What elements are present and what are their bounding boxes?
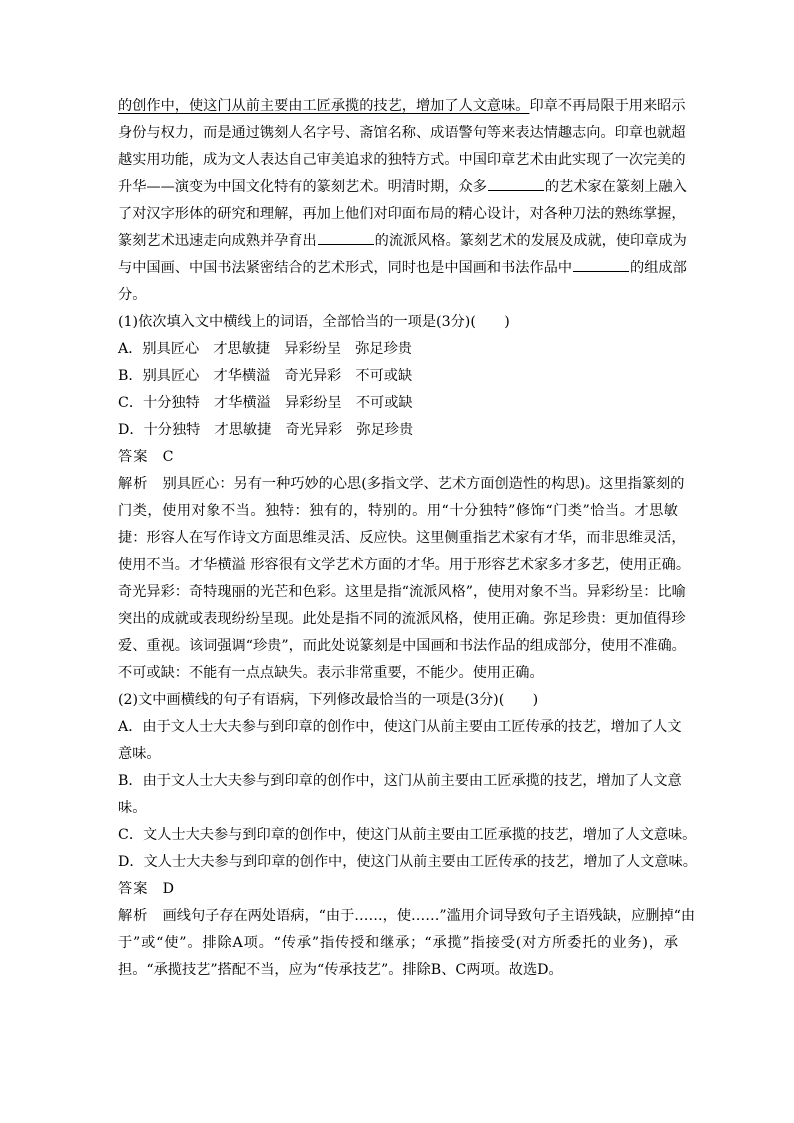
question-1-option-a: A．别具匠心 才思敏捷 异彩纷呈 弥足珍贵: [118, 341, 412, 357]
fill-blank-3: [573, 255, 629, 272]
question-2-option-b-cont: 味。: [118, 800, 147, 816]
question-2-analysis-line: 担。“承揽技艺”搭配不当，应为“传承技艺”。排除B、C两项。故选D。: [118, 962, 563, 978]
question-1-option-c: C．十分独特 才华横溢 异彩纷呈 不可或缺: [118, 395, 413, 411]
passage-line: 与中国画、中国书法紧密结合的艺术形式，同时也是中国画和书法作品中 的组成部: [118, 255, 678, 282]
question-1-stem: (1)依次填入文中横线上的词语，全部恰当的一项是(3分)( ): [118, 314, 510, 330]
question-2-option-b: B．由于文人士大夫参与到印章的创作中，这门从前主要由工匠承揽的技艺，增加了人文意: [118, 773, 682, 789]
question-2-option-c: C．文人士大夫参与到印章的创作中，使这门从前主要由工匠承揽的技艺，增加了人文意味。: [118, 827, 697, 843]
fill-blank-1: [488, 174, 544, 191]
passage-line: 身份与权力，而是通过镌刻人名字号、斋馆名称、成语警句等来表达情趣志向。印章也就超: [118, 125, 686, 141]
question-1-analysis-line: 捷：形容人在写作诗文方面思维灵活、反应快。这里侧重指艺术家有才华，而非思维灵活，: [118, 530, 686, 546]
passage-line: 越实用功能，成为文人表达自己审美追求的独特方式。中国印章艺术由此实现了一次完美的: [118, 152, 686, 168]
question-1-option-b: B．别具匠心 才华横溢 奇光异彩 不可或缺: [118, 368, 413, 384]
question-1-analysis-line: 使用不当。才华横溢 形容很有文学艺术方面的才华。用于形容艺术家多才多艺，使用正确。: [118, 557, 691, 573]
fill-blank-2: [318, 228, 374, 245]
passage-line: 了对汉字形体的研究和理解，再加上他们对印面布局的精心设计，对各种刀法的熟练掌握，: [118, 206, 686, 222]
question-2-analysis-line: 于”或“使”。排除A项。“传承”指传授和继承；“承揽”指接受(对方所委托的业务)，承: [118, 935, 678, 951]
question-2-option-a-cont: 意味。: [118, 746, 161, 762]
document-page: [118, 93, 697, 984]
question-2-stem: (2)文中画横线的句子有语病，下列修改最恰当的一项是(3分)( ): [118, 692, 539, 708]
passage-line: 分。: [118, 287, 147, 303]
question-2-option-d: D．文人士大夫参与到印章的创作中，使这门从前主要由工匠传承的技艺，增加了人文意味。: [118, 854, 697, 870]
question-1-answer: 答案 C: [118, 449, 174, 465]
question-2-answer: 答案 D: [118, 881, 174, 897]
underlined-sentence: 的创作中，使这门从前主要由工匠承揽的技艺，增加了人文意味。: [118, 98, 530, 114]
question-1-analysis-line: 门类，使用对象不当。独特：独有的，特别的。用“十分独特”修饰“门类”恰当。才思敏: [118, 503, 678, 519]
question-1-analysis-line: 奇光异彩：奇特瑰丽的光芒和色彩。这里是指“流派风格”，使用对象不当。异彩纷呈：比喻: [118, 584, 686, 600]
passage-line: 篆刻艺术迅速走向成熟并孕育出 的流派风格。篆刻艺术的发展及成就，使印章成为: [118, 228, 678, 255]
question-2-option-a: A．由于文人士大夫参与到印章的创作中，使这门从前主要由工匠传承的技艺，增加了人文: [118, 719, 682, 735]
question-1-analysis-line: 突出的成就或表现纷纷呈现。此处是指不同的流派风格，使用正确。弥足珍贵：更加值得珍: [118, 611, 686, 627]
question-1-analysis-line: 不可或缺：不能有一点点缺失。表示非常重要，不能少。使用正确。: [118, 665, 544, 681]
passage-line: 升华——演变为中国文化特有的篆刻艺术。明清时期，众多 的艺术家在篆刻上融入: [118, 174, 678, 201]
passage-line: 的创作中，使这门从前主要由工匠承揽的技艺，增加了人文意味。印章不再局限于用来昭示: [118, 98, 686, 114]
question-1-analysis-line: 爱、重视。该词强调“珍贵”，而此处说篆刻是中国画和书法作品的组成部分，使用不准确。: [118, 638, 686, 654]
question-1-analysis-line: 解析 别具匠心：另有一种巧妙的心思(多指文学、艺术方面创造性的构思)。这里指篆刻的: [118, 476, 685, 492]
question-2-analysis-line: 解析 画线句子存在两处语病，“由于……，使……”滥用介词导致句子主语残缺，应删掉“由: [118, 908, 696, 924]
question-1-option-d: D．十分独特 才思敏捷 奇光异彩 弥足珍贵: [118, 422, 414, 438]
